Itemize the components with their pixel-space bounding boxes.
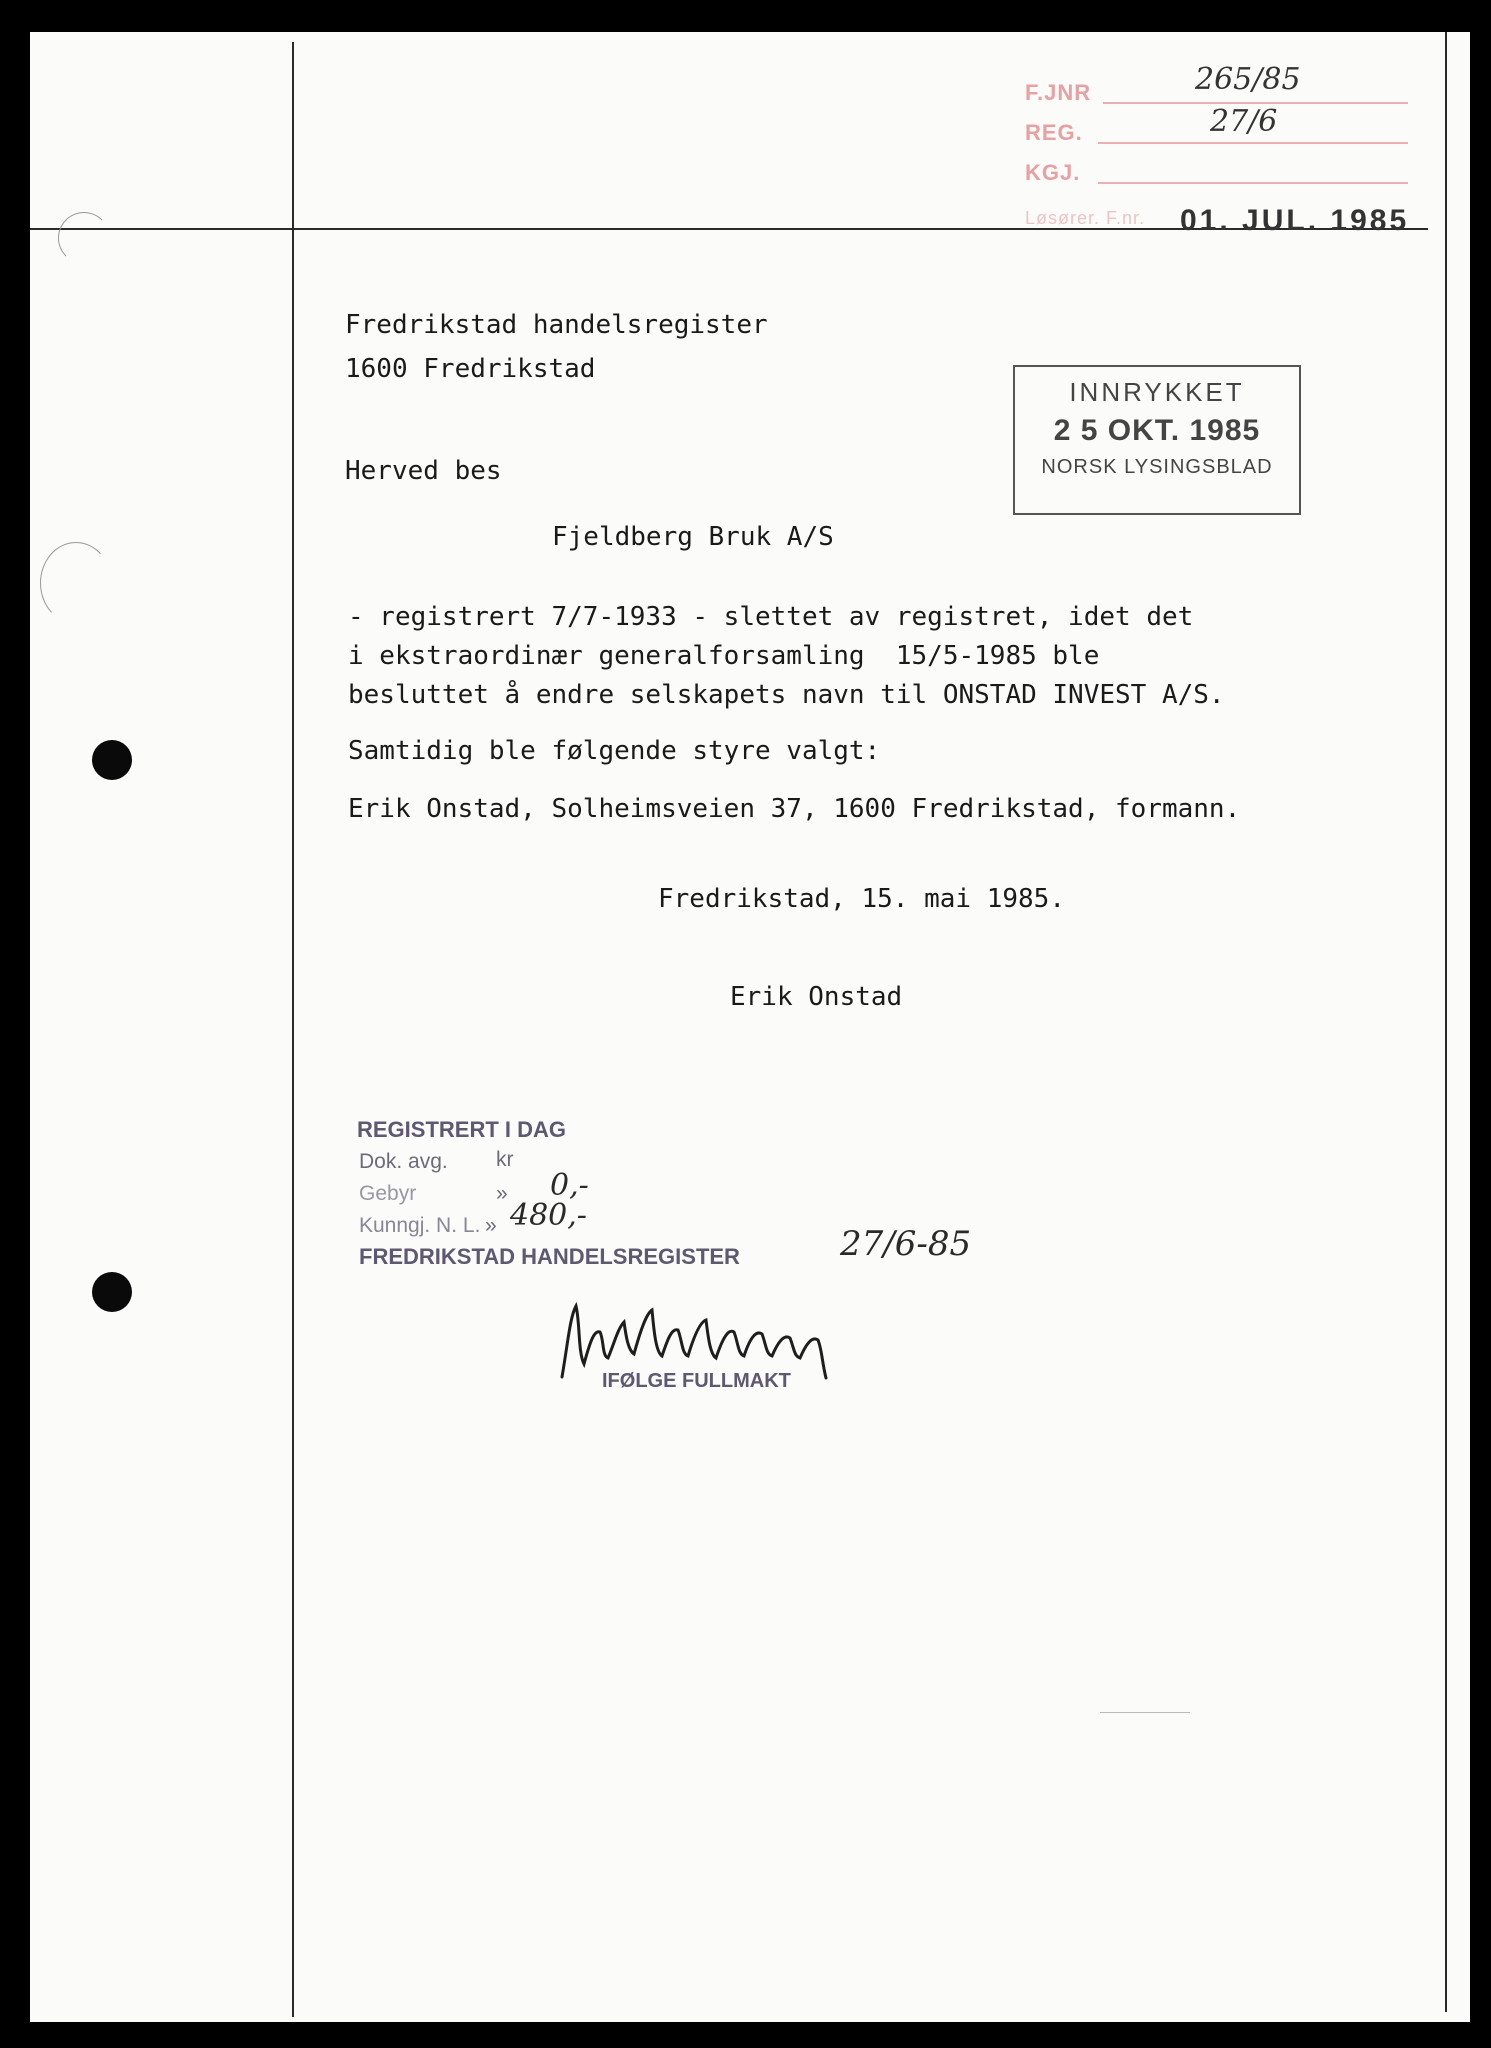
dok-avg-label: Dok. avg. (359, 1150, 448, 1173)
received-stamp-date: 2 5 OKT. 1985 (1053, 414, 1261, 447)
right-edge-rule (1445, 32, 1447, 2012)
board-intro: Samtidig ble følgende styre valgt: (348, 736, 881, 766)
gebyr-label: Gebyr (359, 1182, 417, 1205)
letter-intro: Herved bes (345, 456, 502, 486)
gebyr-value: 0,- (550, 1168, 589, 1203)
reg-line (1098, 142, 1408, 144)
header-date-stamp: 01. JUL. 1985 (1180, 204, 1410, 237)
kgj-label: KGJ. (1025, 160, 1081, 185)
binder-hole-upper (92, 740, 132, 780)
reg-stamp-title: REGISTRERT I DAG (357, 1117, 567, 1142)
body-line-1: - registrert 7/7-1933 - slettet av registret, idet det (348, 602, 1194, 632)
faint-punch-circle-mid (40, 542, 112, 624)
addressee-line-1: Fredrikstad handelsregister (345, 310, 768, 340)
received-stamp-title: INNRYKKET (1069, 377, 1245, 407)
received-stamp-org: NORSK LYSINGSBLAD (1041, 456, 1273, 478)
place-date: Fredrikstad, 15. mai 1985. (658, 884, 1065, 914)
body-line-2: i ekstraordinær generalforsamling 15/5-1985 ble (348, 641, 1100, 671)
body-line-3: besluttet å endre selskapets navn til ONSTAD INVEST A/S. (348, 680, 1225, 710)
faint-punch-circle-top (58, 212, 110, 264)
fjnr-value: 265/85 (1195, 62, 1301, 97)
kunngj-value: 480,- (510, 1198, 587, 1233)
reg-office: FREDRIKSTAD HANDELSREGISTER (359, 1244, 740, 1269)
reg-label: REG. (1025, 120, 1083, 145)
gebyr-mark: » (496, 1182, 508, 1205)
addressee-line-2: 1600 Fredrikstad (345, 354, 596, 384)
reg-value: 27/6 (1210, 104, 1278, 139)
company-name: Fjeldberg Bruk A/S (552, 522, 834, 552)
authority-stamp: IFØLGE FULLMAKT (602, 1370, 791, 1392)
binder-hole-lower (92, 1272, 132, 1312)
kgj-line (1098, 182, 1408, 184)
received-stamp (1013, 365, 1301, 515)
board-member: Erik Onstad, Solheimsveien 37, 1600 Fredrikstad, formann. (348, 794, 1241, 824)
dok-avg-unit: kr (496, 1148, 514, 1171)
kunngj-label: Kunngj. N. L. (359, 1214, 481, 1237)
kunngj-mark: » (485, 1214, 497, 1237)
signer-name: Erik Onstad (730, 982, 903, 1012)
faint-dash (1100, 1712, 1190, 1713)
losore-label: Løsører. F.nr. (1025, 208, 1146, 228)
fjnr-label: F.JNR (1025, 80, 1092, 105)
document-page (30, 32, 1470, 2022)
margin-vertical-rule (292, 42, 294, 2017)
reg-handwritten-date: 27/6-85 (840, 1224, 972, 1264)
